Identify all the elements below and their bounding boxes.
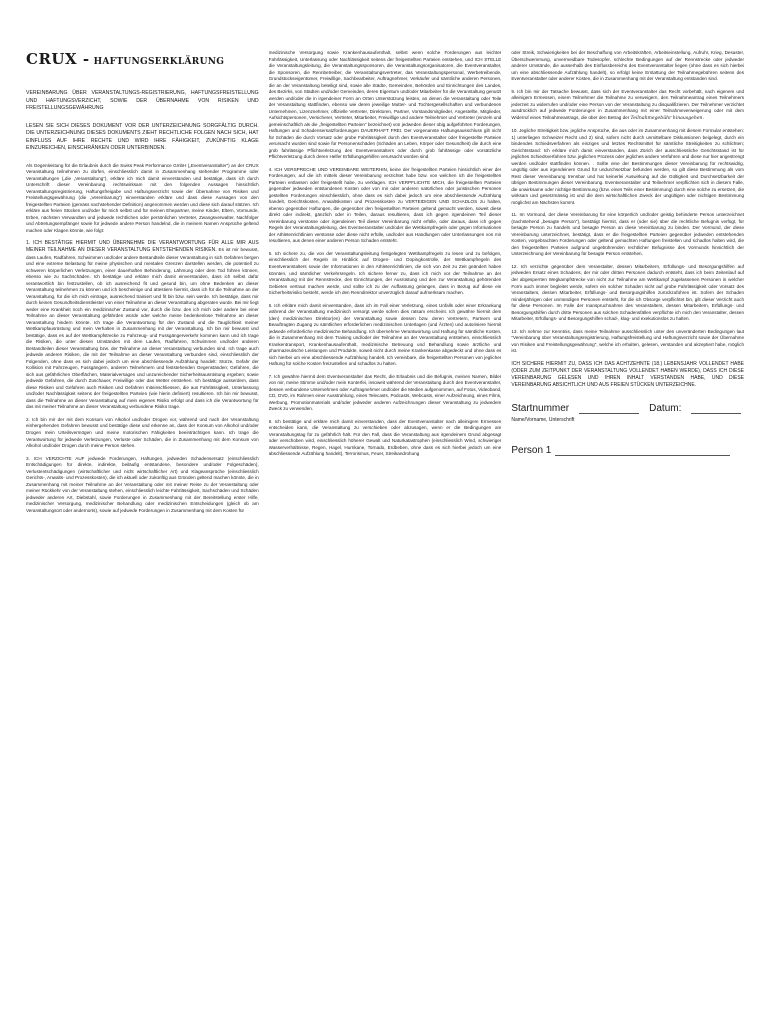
title-brand: CRUX - (26, 50, 90, 68)
intro-paragraph: Als Gegenleistung für die Erlaubnis durch die Swiss Peak Performance GmbH („Eventveranstalter“) an der CRUX Veranstaltung teilnehmen zu dürfen, einschliesslich damit in Zusammenhang stehender Programme oder Veranstaltungen („die „Veranstaltung“), erkläre ich mich damit einverstanden und bestätige, dass ich durch Unterschrift dieser Vereinbarung rechtswirksam mit den folgenden Aussagen hinsichtlich Veranstaltungsregistrierung, Haftungsfreigabe und Haftungsverzicht sowie der Übernahme von Risiken und Freistellungsgewährung (die „Vereinbarung“) einverstanden erkläre und dass diese Aussagen von den freigestellten Parteien (gemäss nachstehender Definition) angenommen werden und diese sich darauf stützen. Ich erkläre aus freien Stücken und/oder für mich selbst und für meinen Ehepartner, meine Kinder, Eltern, Vormunde, Erben, nächsten Verwandten und jedwede rechtlichen oder persönlichen Vertreter, Zwangsverwalter, Nachfolger und Abtretungsempfänger sowie für jedwede andere Person handelnd, die in meinem Namen Ansprüche geltend machen oder Klagen könnte, wie folgt: (26, 162, 259, 233)
clause-8-continued: oder Streik, Schwierigkeiten bei der Beschaffung von Arbeitskräften, Arbeitseinstellung, Aufruhr, Krieg, Desaster, Überschwemmung, unvermeidbare Todesopfer, schlechte Bedingungen auf der Rennstrecke oder jedweder anderer Umstände, die ausserhalb des Einflussbereichs des Eventveranstalter liegen (ohne dass es sich hierbei um eine abschliessende Aufzählung handelt), so erfolgt keine Erstattung der Teilnahmegebühren seitens des Eventveranstalter oder anderer Kosten, die in Zusammenhang mit der Veranstaltung entstanden sind. (511, 50, 745, 82)
person-row (511, 445, 744, 456)
document-columns (26, 50, 744, 1004)
clause-9-body: 9. Ich bin mir der Tatsache bewusst, dass sich der Eventveranstalter das Recht vorbehält, nach eigenem und alleinigem Ermessen, einem Teilnehmer die Teilnahme zu verweigern, den Teilnahmeantrag eines Teilnehmers jederzeit zu widerrufen und/oder eine Person von der Veranstaltung zu disqualifizieren. Der Teilnehmer verzichtet ausdrücklich auf jedwede Forderungen in Zusammenhang mit einer Teilnahmeverweigerung oder mit dem Widerruf eines Teilnahmeantrags, die über den Betrag der (511, 88, 745, 120)
title-heading: HAFTUNGSERKLÄRUNG (93, 57, 225, 67)
startnummer-field[interactable] (579, 404, 639, 414)
column-3 (511, 50, 744, 1004)
agreement-headline: VEREINBARUNG ÜBER VERANSTALTUNGS-REGISTRIERUNG, HAFTUNGSFREISTELLUNG UND HAFTUNGSVERZICHT, SOWIE DER ÜBERNAHME VON RISIKEN UND FREISTELLUNGSGEWÄHRUNG (26, 90, 259, 112)
clause-11: 11. Im Vormund, der diese Vereinbarung für eine körperlich und/oder geistig behinderte Person unterzeichnet (nachstehend „besagte Person“), bestätigt hiermit, dass er (oder sie) über die rechtliche Befugnis verfügt, für besagte Person zu handeln und besagte Person an diese Vereinbarung zu binden. Der Vormund, der diese Vereinbarung unterzeichnet, bestätigt, dass er die freigestellten Parteien gegenüber jedweden entstehenden Kosten, vorgebrachten Forderungen oder geltend gemachten Haftungen freistellen und schadlos halten wird, die den freigestellten Parteien aufgrund ungebührenden rechtlicher Befugnisse des Vormunds hinsichtlich der Unterzeichnung der Vereinbarung für besagte Person entstehen. (511, 212, 745, 257)
clause-1-lead: 1. ICH BESTÄTIGE HIERMIT UND ÜBERNEHME DIE VERANTWORTUNG FÜR ALLE MIR AUS MEINER TEILNAHME AN DIESER VERANSTALTUNG ENTSTEHENDEN RISIKEN. (26, 240, 259, 254)
clause-9 (511, 89, 744, 123)
clause-8: 8. Ich bestätige und erkläre mich damit einverstanden, dass der Eventveranstalter nach alleinigem Ermessen entscheiden kann, die Veranstaltung zu verschieben oder abzusagen, wenn er die Bedingungen am Veranstaltungstag für zu gefährlich hält. Für den Fall, dass die Veranstaltung aus irgendeinem Grund abgesagt oder verschoben wird, einschliesslich höherer Gewalt und Naturkatastrophen (einschliesslich Wind, schwieriger Wasserverhältnisse, Regen, Hagel, Hurrikane, Tornado, Erdbeben, ohne dass es sich hierbei jedoch um eine abschliessende Aufzählung handelt), Terrorismus, Feuer, Streikandrohung (268, 418, 502, 457)
signature-row (511, 403, 744, 414)
datum-field[interactable] (691, 404, 741, 414)
clause-9-handwritten-insert: Teilnahmegebühr hinausgehen. (630, 115, 704, 121)
column-1 (26, 50, 259, 1004)
clause-7: 7. Ich gewähre hiermit dem Eventveranstalter das Recht, die Erlaubnis und die Befugnis, meinen Namen, Bilder von mir, meine Stimme und/oder mein Konterfei, insoweit während der Veranstaltung durch den Eventveranstalter, dessen verbundene Unternehmen oder Auftragnehmer und/oder die Medien aufgenommen, auf Fotos, Videoband, CD, DVD, im Rahmen einer Ausstrahlung, eines Telecasts, Podcasts, Webcasts, einer Aufzeichnung, eines Films, Werbung, Promotionmaterials und/oder jedweder anderen Aufzeichnungen dieser Veranstaltung zu jedwedem Zweck zu verwenden. (268, 373, 502, 412)
clause-3: 3. ICH VERZICHTE AUF jedwede Forderungen, Haftungen, jedweden Schadensersatz (einschliesslich Entschädigungen für direkte, indirekte, beiläufig entstandene, besondere und/oder Folgeschäden), Verlustentschädigungen (wirtschaftlicher und nicht wirtschaftlicher Art) und Klageansprüche (einschliesslich Gerichts-, Anwalts- und Prozesskosten), die ich aktuell oder zukünftig aus Gründen geltend machen könnte, die in Zusammenhang mit meiner Teilnahme an der Veranstaltung oder mit meiner Reise zu der Veranstaltung oder meiner Rückkehr von der Veranstaltung stehen, einschliesslich leichte Fahrlässigkeit, Sachschäden und Schäden jedweder anderen Art, Diebstahl, sowie Forderungen in Zusammenhang mit der Bereitstellung erster Hilfe, medizinischer Versorgung, medizinischer Behandlung oder medizinischen Entscheidungen (gleich ob am Veranstaltungsort oder andernorts), sowie auf jedwede Forderungen in Zusammenhang mit dem Kosten für (26, 455, 259, 513)
document-title (26, 50, 259, 68)
startnummer-label: Startnummer (511, 403, 570, 415)
clause-10: 10. Jegliche Streitigkeit bzw. jegliche Ansprüche, die aus oder im Zusammenhang mit diesem Formular entstehen: 1) unterliegen Schweizer Recht und 2) sind, sofern nicht durch unmittelbare Diskussionen beigelegt, durch ein bindendes Schiedsverfahren als einziges und letztes Rechtsmittel für sämtliche Streitigkeiten zu schlichten; Gerichtsstand: Ich erkläre mich damit einverstanden, dass Zürich der ausschliessliche Gerichtsstand ist für jegliches Schiedsverfahren bzw. jeglichen Prozess oder jegliches andere Verfahren und diese nur hier angestrengt werden und/oder stattfinden können. . Sollte eine der Bestimmungen dieser Vereinbarung für rechtswidrig, ungültig oder aus irgendeinem Grund für undurchsetzbar befunden werden, so gilt diese Bestimmung als vom Rest dieser Vereinbarung trennbar und hat keinerlei Auswirkung auf die Gültigkeit und Durchsetzbarkeit der übrigen Bestimmungen dieser Vereinbarung. Eventveranstalter und Teilnehmer verpflichten sich in diesem Falle, die unwirksame oder nichtige Bestimmung (bzw. eines Teils einer Bestimmung) durch eine solche zu ersetzen, die wirksam und gesetzmässig ist und die dem wirtschaftlichen Zweck der ungültigen oder nichtigen Bestimmung möglichst am Nächsten kommt. (511, 128, 745, 205)
person-1-label: Person 1 (511, 445, 552, 457)
clause-1-body: Es ist mir bewusst, dass Laufen, Radfahren, Schwimmen und/oder andere Bestandteile dieser Veranstaltung in sich Gefahren bergen und eine extreme Belastung für meine physischen und mentalen Grenzen darstellen werden, die potentiell zu schweren körperlichen Verletzungen, einer dauerhaften Behinderung, Lähmung oder dem Tod führen können, ebenso wie zu Sachschäden. Ich bestätige und erkläre mich damit einverstanden, dass ich selbst dafür verantwortlich bin festzustellen, ob ich ausreichend fit und gesund bin, um ohne Bedenken an dieser Veranstaltung teilnehmen zu können und ich bescheinige und attestiere hiermit, dass ich für die Teilnahme an der Veranstaltung, für die ich mich eintrage, ausreichend trainiert und fit bin bzw. sein werde. Ich bestätige, dass mir durch keinen Gesundheitsdienstleister von einer Teilnahme an dieser Veranstaltung abgeraten wurde. Bei mir liegt weder eine Krankheit noch ein medizinischer Zustand vor, durch die bzw. den ich mich oder andere bei einer Teilnahme an dieser Veranstaltung gefährden würde oder welche meine bedenkenlose Teilnahme an dieser Veranstaltung hindern könnte. Ich trage die Verantwortung für den Zustand und die Tauglichkeit meiner Wettkampfausrüstung und mein Verhalten in Zusammenhang mit der Veranstaltung. Ich bin mir bewusst und bestätige, dass es auf der Wettkampfstrecke zu Fahrzeug- und Fussgängerverkehr kommen kann und ich trage die Risiken, die unter diesen Umständen mit dem Laufen, Radfahren, Schwimmen und/oder anderen Bestandteilen dieser Veranstaltung bzw. der Teilnahme an dieser Veranstaltung verbunden sind. Ich trage auch jedwede anderen Risiken, die mit der Teilnahme an dieser Veranstaltung verbunden sind, einschliesslich der Folgenden, ohne dass es sich dabei jedoch um eine abschliessende Aufzählung handelt: Stürze, Gefahr der Kollision mit Fahrzeugen, Fussgängern, anderen Teilnehmern und feststehenden Gegenständen; Gefahren, die sich aus gefährlichen Oberflächen, Materialversagen und unzureichender Sicherheitsausrüstung ergeben; sowie jedwede Gefahren, die durch Zuschauer, Freiwillige oder das Wetter entstehen. Ich bestätige ausserdem, dass diese Risiken und Gefahren auch Risiken und Gefahren miteinschliessen, die aus Fahrlässigkeit, Unterlassung und/oder Nachlässigkeit seitens der freigestellten Parteien (wie hierin definiert) resultieren. Ich bin mir bewusst, dass die Teilnahme an dieser Veranstaltung auf mein eigenes Risiko erfolgt und dass ich die Verantwortung für das mit meiner Teilnahme an dieser Veranstaltung verbundene Risiko trage. (26, 247, 259, 410)
clause-3-continued: medizinische Versorgung sowie Krankenhausaufenthalt, selbst wenn solche Forderungen aus leichter Fahrlässigkeit, Unterlassung oder Nachlässigkeit seitens der freigestellten Parteien entstehen, und ICH STELLE die Veranstaltungsleitung, die Veranstaltungssponsoren, die Veranstaltungsorganisatoren, die Eventveranstalter, die Sponsoren, die Rennbetreiber, die Veranstaltungsvertreter, das Veranstaltungspersonal, Werbetreibende, Grundstückseigentümer, Freiwillige, Sachbearbeiter, Auftragnehmer, Verkäufer und sämtliche anderen Personen, die an der Veranstaltung beteiligt sind, sowie alle Städte, Gemeinden, Behörden und Einrichtungen des Landes, des Bezirks, von Städten und/oder Gemeinden, deren Eigentum und/oder Mitarbeiter für die Veranstaltung genutzt werden und/oder die in irgendeiner Form an Orten Unterstützung leisten, an denen die Veranstaltung oder Teile der Veranstaltung stattfinden, ebenso wie deren jeweilige Mutter- und Tochtergesellschaften und verbundenen Unternehmen, Lizenznehmer, offizielle Vertreter, Direktoren, Partner, Vorstandsmitglieder, Angestellte, Mitglieder, Aufsichtspersonen, Versicherer, Vertreter, Mitarbeiter, Freiwillige und andere Teilnehmer und Vertreter (einzeln und gemeinschaftlich als die „freigestellten Parteien“ bezeichnet) von jedweden dieser obig aufgeführten Forderungen, Haftungen und Schadensersatzforderungen DAUERHAFT FREI. Der vorgenannte Haftungsausschluss gilt nicht für Schäden die durch Vorsatz oder grobe Fahrlässigkeit durch den Eventveranstalter oder freigestellte Parteien verursacht wurden sind sowie für Personenschäden (Schäden an Leben, Körper oder Gesundheit) die durch eine grob fahrlässige Pflichtverletzung des Eventveranstalters oder durch grob fahrlässige oder vorsätzliche Pflichtverletzung durch deren Helfer Erfüllungsgehilfen verursacht worden sind. (268, 50, 502, 160)
clause-1 (26, 240, 259, 411)
signature-caption: Name/Vorname, Unterschrift (511, 417, 575, 424)
read-carefully-notice: LESEN SIE SICH DIESES DOKUMENT VOR DER UNTERZEICHNUNG SORGFÄLTIG DURCH. DIE UNTERZEICHNUNG DIESES DOKUMENTS ZIEHT RECHTLICHE FOLGEN NACH SICH, HAT EINFLUSS AUF IHRE RECHTE UND WIRD IHRE FÄHIGKEIT, ZUKÜNFTIG KLAGE EINZUREICHEN, EINSCHRÄNKEN ODER UNTERBINDEN. (26, 122, 259, 152)
clause-12: 12. Ich verzichte gegenüber dem Veranstalter, dessen Mitarbeitern, Erfüllungs- und Besorgungshilfen auf jedweden Ersatz eines Schadens, der mir oder dritten Personen dadurch entsteht, dass ich beim Zeitenlauf auf der abgesperrten Wegkampfstrecke von nicht zur Teilnahme am Wettkampf zugelassenen Personen in welcher Form auch immer begleitet werde, sofern ein solcher Schaden nicht auf grobe Fahrlässigkeit oder Vorsatz des Veranstalters, dessen Mitarbeiter, Erfüllungs- und Besorgungshilfen zurückzuführen ist. Sofern der Schaden minderjährigen oder unmündigen Personen entsteht, für die ich Obsorge verpflichtet bin, gilt dieser Verzicht auch für diese Personen. Im Falle der Inanspruchnahme des Veranstalters, dessen Mitarbeitern, Erfüllungs- und Besorgungshilfen durch dritte Personen aus solchen Schadensfällen verpflichte ich mich den Veranstalter, dessen Mitarbeiter, Erfüllungs- und Besorgungshilfen schad-, klag- und exekutionslos zu halten. (511, 263, 745, 322)
column-2 (269, 50, 502, 1004)
clause-5: 5. Ich sichere zu, die von der Veranstaltungsleitung festgelegten Wettkampfregeln zu lesen und zu befolgen, einschliesslich der Regeln im Hinblick auf Drogen- und Dopingkontrolle, der Wettkampfregeln des Eventveranstalters sowie der Informationen in den Athletenrichtlinien, die sich von Zeit zu Zeit geändert haben könnten, und sämtlicher Verkehrsregeln. Ich sichere ferner zu, dass ich mich vor der Teilnahme an der Veranstaltung mit der Rennstrecke, den Einrichtungen, der Ausrüstung und den zur Veranstaltung gehörenden Gebieten vertraut machen werde, und sollte ich zu der Auffassung gelangen, dass in Bezug auf diese ein Sicherheitsrisiko besteht, werde ich den Renndirektor unverzüglich darauf aufmerksam machen. (268, 250, 502, 296)
age-confirmation: ICH SICHERE HIERMIT ZU, DASS ICH DAS ACHTZEHNTE (18.) LEBENSJAHR VOLLENDET HABE (ODER ZUM ZEITPUNKT DER VERANSTALTUNG VOLLENDET HABEN WERDE), DASS ICH DIESE VEREINBARUNG GELESEN UND IHREN INHALT VERSTANDEN HABE, UND DIESE VEREINBARUNG ABSICHTLICH UND AUS FREIEN STÜCKEN UNTERZEICHNE. (511, 360, 745, 388)
datum-label: Datum: (649, 403, 682, 415)
clause-2: 2. Ich bin mir der mit dem Konsum von Alkohol und/oder Drogen vor, während und nach der Veranstaltung einhergehenden Gefahren bewusst und bestätige diese und erkenne an, dass der Konsum von Alkohol und/oder Drogen mein Urteilsvermögen und meine motorischen Fähigkeiten beeinträchtigen kann. Ich trage die Verantwortung für jedwede Verletzungen, Verluste oder Schäden, die in Zusammenhang mit dem Konsum von Alkohol und/oder Drogen durch meine Person stehen. (26, 416, 259, 449)
clause-13: 13. Ich nehme zur Kenntnis, dass meine Teilnahme ausschliesslich unter den unveränderten Bedingungen laut "Vereinbarung über Veranstaltungsregistrierung, Haftungsfreistellung und Haftungsverzicht sowie der Übernahme von Risiken und Freistellungsgewährung", welche ich erhalten, gelesen, verstanden und akzeptiert habe, möglich ist. (511, 328, 745, 354)
clause-6: 6. Ich erkläre mich damit einverstanden, dass ich im Fall einer Verletzung, eines Unfalls oder einer Erkrankung während der Veranstaltung medizinisch versorgt werde sofern dies ratsam erscheint. Ich gewähre hiermit dem (den) medizinischen Direktor(en) der Veranstaltung sowie dessen bzw. deren Vertretern, Partnern und Beauftragten Zugang zu sämtlichen erforderlichen medizinischen Unterlagen (und Ärzten) und autorisiere hiermit jedwede erforderliche medizinische Behandlung. Ich übernehme Verantwortung und Haftung für sämtliche Kosten, die in Zusammenhang mit dem Training und/oder der Teilnahme an der Veranstaltung entstehen, einschliesslich Krankentransport, Krankenhausaufenthalt, medizinische Betreuung und Behandlung sowie ärztliche und pharmazeutische Leistungen und Produkte, soweit nicht durch meine Krankenkasse abgedeckt und ohne dass es sich hierbei um eine abschliessende Aufzählung handelt. Ich vereinbare, die freigestellten Personen von jeglicher Haftung für solche Kosten freizustellen und schadlos zu halten. (268, 302, 502, 367)
clause-4: 4. ICH VERSPRECHE UND VEREINBARE WEITERHIN, keine der freigestellten Parteien hinsichtlich einer der Forderungen, auf die ich mittels dieser Vereinbarung verzichtet habe bzw. von welchen ich die freigestellten Parteien entlassen oder freigestellt habe, zu verklagen. ICH VERPFLICHTE MICH, die freigestellten Parteien gegenüber jedweden entstandenen Kosten oder von mir oder anderen natürlichen oder juristischen Personen gestellten Forderungen einschliesslich, ohne dass es sich dabei jedoch um eine abschliessende Aufzählung handelt, Gerichtskosten, Anwaltskosten und Prozesskosten zu VERTEIDIGEN UND SCHADLOS zu halten, ebenso gegenüber Haftungen, die gegenüber den freigestellten Parteien geltend gemacht werden, soweit diese direkt oder indirekt, gänzlich oder in Teilen, daraus resultieren, dass ich gegen irgendeinen Teil dieser Vereinbarung verstosse oder irgendeinen Teil dieser Vereinbarung nicht erfülle, oder daraus, dass ich gegen Regeln der Veranstaltungsleitung, des Eventveranstalter und/oder die Wettkampfregeln oder gegen Informationen der Athletenrichtlinien verstosse oder diese nicht erfülle, und/oder aus Handlungen oder Unterlassungen von mir resultieren, aus denen einer anderen Person Schaden entsteht. (268, 166, 502, 244)
person-1-signature-field[interactable] (555, 446, 730, 456)
